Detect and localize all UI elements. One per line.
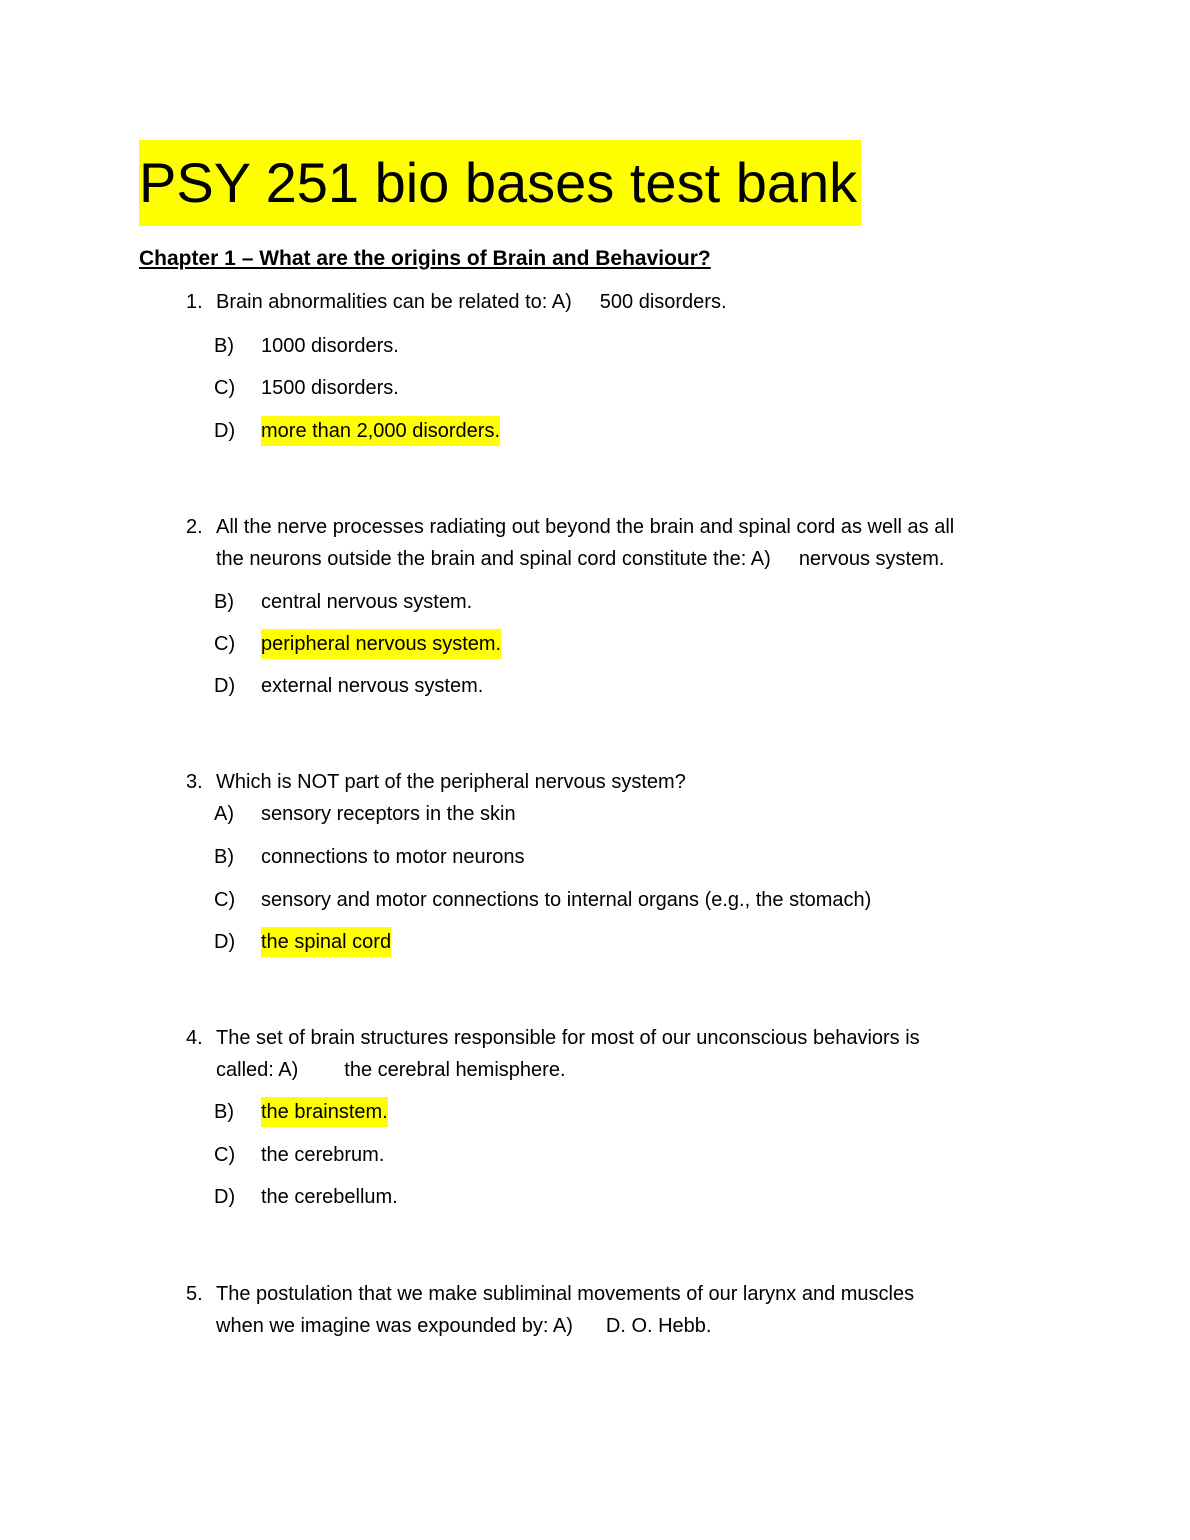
option-d-letter: D): [214, 1186, 236, 1208]
option-d-letter: D): [214, 675, 236, 697]
option-b-letter: B): [214, 335, 234, 357]
option-c-letter: C): [214, 889, 236, 911]
option-a-text: D. O. Hebb.: [605, 1315, 712, 1337]
option-b-text: 1000 disorders.: [261, 335, 399, 357]
option-b-letter: B): [214, 1101, 234, 1123]
option-c-letter: C): [214, 377, 236, 399]
question-number: 5.: [186, 1283, 203, 1305]
option-d-letter: D): [214, 420, 236, 442]
option-a-letter: A): [214, 803, 234, 825]
document-title: PSY 251 bio bases test bank: [139, 140, 861, 226]
option-b-letter: B): [214, 591, 234, 613]
question-stem-line: [216, 1055, 566, 1085]
option-a-text: the cerebral hemisphere.: [344, 1059, 566, 1081]
option-b-text: connections to motor neurons: [261, 846, 525, 868]
question-stem-line: [216, 287, 727, 317]
option-c-letter: C): [214, 633, 236, 655]
question-stem-text: when we imagine was expounded by: A): [216, 1315, 573, 1337]
option-c-text: 1500 disorders.: [261, 377, 399, 399]
question-number: 2.: [186, 516, 203, 538]
question-number: 4.: [186, 1027, 203, 1049]
option-c-letter: C): [214, 1144, 236, 1166]
question-stem-text: called: A): [216, 1059, 299, 1081]
option-b-text-highlighted: the brainstem.: [261, 1097, 388, 1127]
option-d-text-highlighted: the spinal cord: [261, 927, 391, 957]
option-a-text: nervous system.: [798, 548, 945, 570]
question-stem-text: Brain abnormalities can be related to: A): [216, 291, 572, 313]
option-b-text: central nervous system.: [261, 591, 473, 613]
option-d-text: external nervous system.: [261, 675, 484, 697]
option-c-text: the cerebrum.: [261, 1144, 385, 1166]
question-stem-line: [216, 1311, 712, 1341]
question-stem-text: the neurons outside the brain and spinal cord constitute the: A): [216, 548, 771, 570]
option-d-text: the cerebellum.: [261, 1186, 398, 1208]
option-a-text: 500 disorders.: [599, 291, 727, 313]
option-d-text-highlighted: more than 2,000 disorders.: [261, 416, 500, 446]
question-number: 1.: [186, 291, 203, 313]
option-a-text: sensory receptors in the skin: [261, 803, 516, 825]
option-c-text: sensory and motor connections to internal organs (e.g., the stomach): [261, 889, 872, 911]
question-stem-text: The set of brain structures responsible for most of our unconscious behaviors is: [216, 1027, 920, 1049]
chapter-heading: Chapter 1 – What are the origins of Brain and Behaviour?: [139, 247, 711, 270]
question-number: 3.: [186, 771, 203, 793]
question-stem-text: The postulation that we make subliminal movements of our larynx and muscles: [216, 1283, 915, 1305]
option-c-text-highlighted: peripheral nervous system.: [261, 629, 501, 659]
question-stem-text: All the nerve processes radiating out beyond the brain and spinal cord as well as all: [216, 516, 955, 538]
option-b-letter: B): [214, 846, 234, 868]
option-d-letter: D): [214, 931, 236, 953]
question-stem-text: Which is NOT part of the peripheral nervous system?: [216, 771, 686, 793]
question-stem-line: [216, 544, 944, 574]
